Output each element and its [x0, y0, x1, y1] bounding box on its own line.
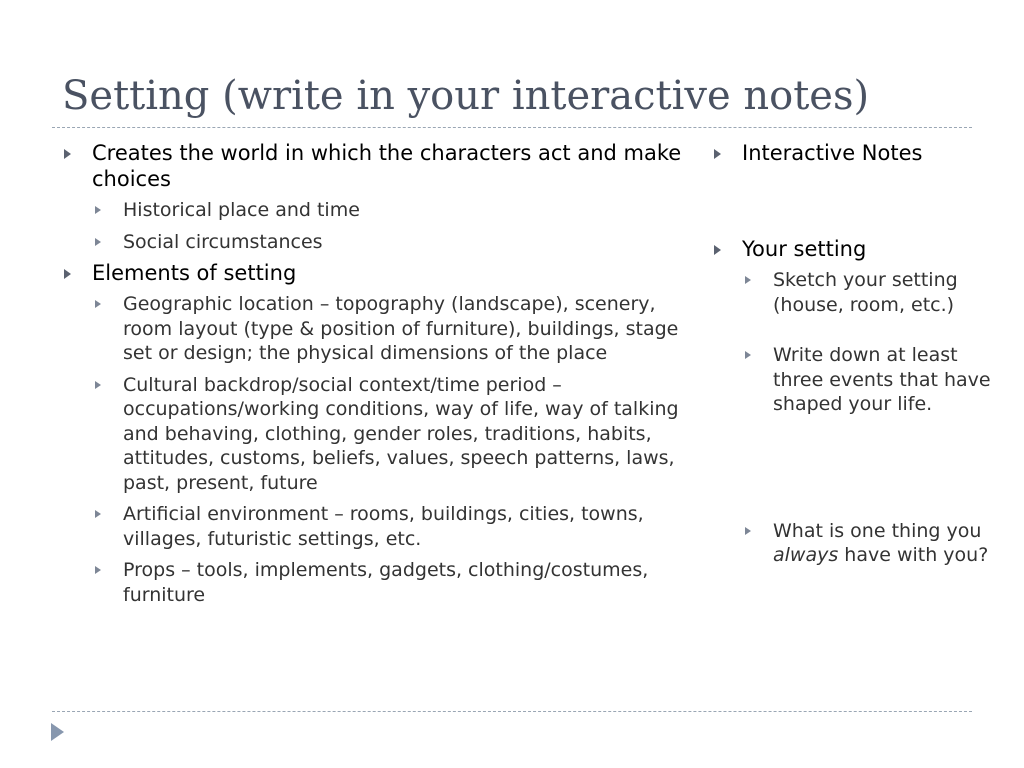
sub-bullet-events [742, 343, 992, 417]
sub-bullet-social-text: Social circumstances [123, 230, 323, 253]
sub-bullet-artificial [92, 502, 682, 551]
sub-bullet-cultural-text: Cultural backdrop/social context/time period – occupations/working conditions, way of life, way of talking and behaving, clothing, gender roles, traditions, habits, attitudes, customs, beliefs, values, speech patterns, laws, past, present, future [123, 373, 679, 494]
triangle-bullet-icon [95, 510, 101, 518]
corner-arrow-icon [51, 723, 64, 741]
triangle-bullet-icon [95, 238, 101, 246]
bullet-world [62, 140, 682, 254]
bullet-your-setting-text: Your setting [742, 237, 867, 261]
left-column [62, 140, 682, 607]
triangle-bullet-icon [745, 351, 751, 359]
sub-bullet-geographic [92, 292, 682, 366]
triangle-bullet-icon [95, 381, 101, 389]
bullet-interactive-notes-text: Interactive Notes [742, 141, 923, 165]
triangle-bullet-icon [95, 566, 101, 574]
sub-bullet-historical-text: Historical place and time [123, 199, 360, 221]
question-text-before: What is one thing you [773, 519, 982, 542]
sub-bullet-cultural [92, 373, 682, 496]
sub-bullet-sketch-text: Sketch your setting (house, room, etc.) [773, 269, 958, 316]
top-divider [52, 127, 972, 128]
bottom-divider [52, 711, 972, 712]
triangle-bullet-icon [745, 527, 751, 535]
bullet-world-text: Creates the world in which the characters act and make choices [92, 141, 682, 191]
slide-title: Setting (write in your interactive notes) [62, 73, 870, 119]
sub-bullet-question [742, 519, 992, 568]
sub-bullet-historical [92, 198, 682, 223]
triangle-bullet-icon [64, 269, 71, 279]
bullet-your-setting [712, 236, 992, 568]
sub-bullet-social [92, 230, 682, 255]
sub-bullet-props [92, 558, 682, 607]
sub-bullet-geographic-text: Geographic location – topography (landscape), scenery, room layout (type & position of furniture), buildings, stage set or design; the physical dimensions of the place [123, 293, 679, 364]
triangle-bullet-icon [714, 245, 721, 255]
right-column [712, 140, 992, 568]
bullet-elements-text: Elements of setting [92, 261, 297, 285]
question-text-after: have with you? [844, 544, 989, 566]
sub-bullet-sketch [742, 268, 992, 317]
triangle-bullet-icon [95, 206, 101, 214]
triangle-bullet-icon [714, 149, 721, 159]
bullet-interactive-notes [712, 140, 992, 166]
triangle-bullet-icon [745, 276, 751, 284]
sub-bullet-artificial-text: Artificial environment – rooms, buildings, cities, towns, villages, futuristic settings, etc. [123, 503, 644, 550]
sub-bullet-events-text: Write down at least three events that have shaped your life. [773, 344, 991, 415]
triangle-bullet-icon [95, 300, 101, 308]
question-emphasis: always [773, 544, 839, 566]
sub-bullet-props-text: Props – tools, implements, gadgets, clothing/costumes, furniture [123, 559, 649, 606]
bullet-elements [62, 260, 682, 607]
triangle-bullet-icon [64, 149, 71, 159]
